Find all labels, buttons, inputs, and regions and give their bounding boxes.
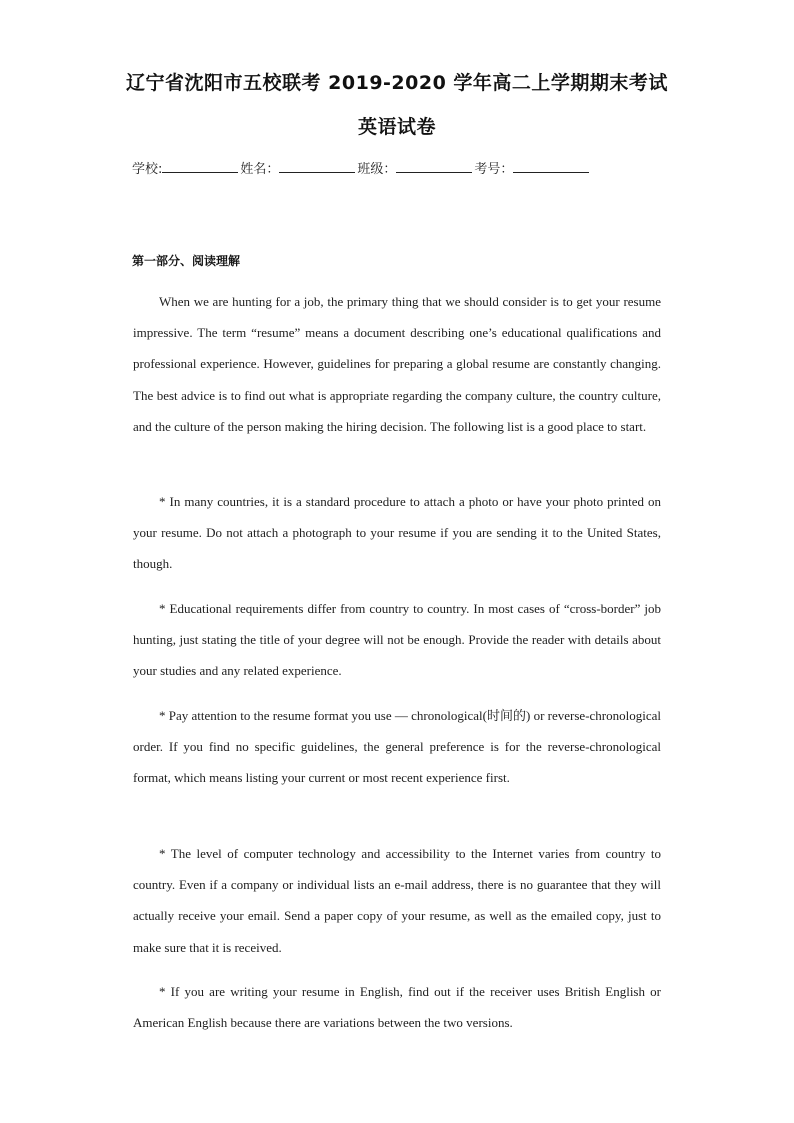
school-blank[interactable] (162, 160, 238, 173)
class-label: 班级： (357, 162, 397, 177)
name-label: 姓名： (240, 162, 280, 177)
passage-point-photo: * In many countries, it is a standard procedure to attach a photo or have your photo printed on your resume. Do not attach a photograph to your resume if you are sending it to the United States, though. (133, 494, 661, 572)
school-label: 学校: (132, 162, 163, 177)
exam-subtitle: 英语试卷 (357, 116, 436, 138)
name-blank[interactable] (279, 160, 355, 173)
passage-intro-paragraph: When we are hunting for a job, the primary thing that we should consider is to get your resume impressive. The term “resume” means a document describing one’s educational qualifications and professional experience. However, guidelines for preparing a global resume are constantly changing. The best advice is to find out what is appropriate regarding the company culture, the country culture, and the culture of the person making the hiring decision. The following list is a good place to start. (133, 294, 661, 434)
exam-title: 辽宁省沈阳市五校联考 2019-2020 学年高二上学期期末考试 (126, 72, 668, 94)
passage-point-english: * If you are writing your resume in English, find out if the receiver uses British English or American English because there are variations between the two versions. (133, 984, 661, 1031)
exam-number-label: 考号： (474, 162, 514, 177)
student-info-row (132, 158, 591, 177)
passage-point-technology: * The level of computer technology and accessibility to the Internet varies from country to country. Even if a company or individual lists an e-mail address, there is no guarantee that they will actually receive your email. Send a paper copy of your resume, as well as the emailed copy, just to make sure that it is received. (133, 846, 661, 955)
class-blank[interactable] (396, 160, 472, 173)
passage-point-education: * Educational requirements differ from country to country. In most cases of “cross-border” job hunting, just stating the title of your degree will not be enough. Provide the reader with details about your studies and any related experience. (133, 601, 661, 679)
section-title: 第一部分、阅读理解 (132, 254, 241, 268)
exam-number-blank[interactable] (513, 160, 589, 173)
passage-point-format: * Pay attention to the resume format you use — chronological(时间的) or reverse-chronological order. If you find no specific guidelines, the general preference is for the reverse-chronological format, which means listing your current or most recent experience first. (133, 708, 661, 786)
